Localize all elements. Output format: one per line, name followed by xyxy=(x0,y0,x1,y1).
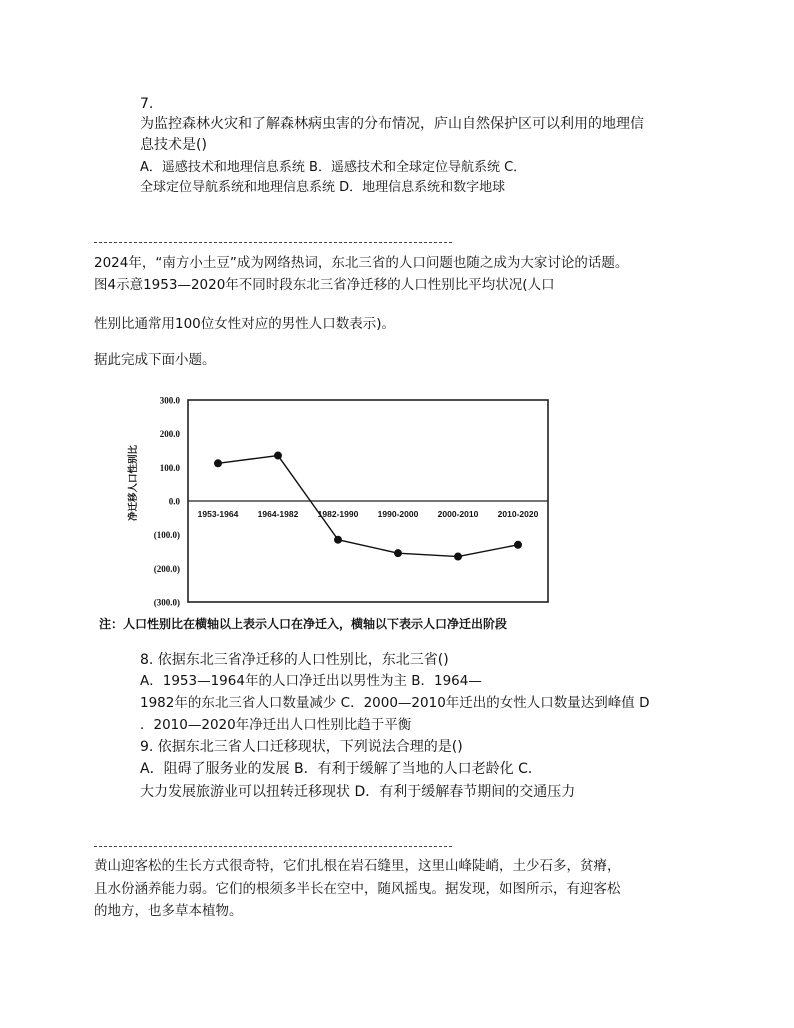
y-tick-label: 300.0 xyxy=(159,395,180,406)
q8-line2: 1982年的东北三省人口数量减少 C．2000—2010年迁出的女性人口数量达到峰值 D xyxy=(140,695,650,711)
data-point xyxy=(454,553,462,561)
passage-line4: 据此完成下面小题。 xyxy=(94,352,216,368)
q8-line1: A．1953—1964年的人口净迁出以男性为主 B．1964— xyxy=(140,673,482,689)
data-point xyxy=(394,549,402,557)
separator-line-2 xyxy=(94,846,452,847)
q8-line3: ．2010—2020年净迁出人口性别比趋于平衡 xyxy=(140,717,412,733)
population-sex-ratio-chart xyxy=(96,390,556,612)
y-tick-label: (300.0) xyxy=(153,597,180,608)
passage2-line1: 黄山迎客松的生长方式很奇特，它们扎根在岩石缝里，这里山峰陡峭，土少石多，贫瘠， xyxy=(94,858,621,874)
separator-line xyxy=(94,242,452,243)
y-tick-label: 100.0 xyxy=(159,462,180,473)
q7-options-line1: A．遥感技术和地理信息系统 B．遥感技术和全球定位导航系统 C． xyxy=(140,160,527,175)
data-point xyxy=(214,459,222,467)
y-tick-label: (200.0) xyxy=(153,563,180,574)
data-point xyxy=(274,452,282,460)
series-line xyxy=(218,456,518,557)
y-tick-label: (100.0) xyxy=(153,530,180,541)
passage-line2: 图4示意1953—2020年不同时段东北三省净迁移的人口性别比平均状况(人口 xyxy=(94,277,555,293)
q7-stem-line2: 息技术是() xyxy=(140,137,207,153)
y-axis-label: 净迁移人口性别比 xyxy=(128,444,139,522)
passage-line3: 性别比通常用100位女性对应的男性人口数表示)。 xyxy=(94,316,396,332)
passage2-line3: 的地方，也多草本植物。 xyxy=(94,903,243,919)
q9-stem: 9. 依据东北三省人口迁移现状，下列说法合理的是() xyxy=(140,739,463,755)
q7-number: 7. xyxy=(140,96,154,112)
x-tick-label: 2000-2010 xyxy=(437,509,479,519)
data-point xyxy=(334,536,342,544)
q7-options-line2: 全球定位导航系统和地理信息系统 D．地理信息系统和数字地球 xyxy=(140,180,506,195)
q7-stem-line1: 为监控森林火灾和了解森林病虫害的分布情况，庐山自然保护区可以利用的地理信 xyxy=(140,116,644,132)
q9-line2: 大力发展旅游业可以扭转迁移现状 D．有利于缓解春节期间的交通压力 xyxy=(140,784,576,800)
y-tick-label: 0.0 xyxy=(168,496,180,507)
chart-note: 注：人口性别比在横轴以上表示人口在净迁入，横轴以下表示人口净迁出阶段 xyxy=(99,617,508,631)
x-tick-label: 1964-1982 xyxy=(257,509,299,519)
y-tick-label: 200.0 xyxy=(159,429,180,440)
passage-line1: 2024年，“南方小土豆”成为网络热词，东北三省的人口问题也随之成为大家讨论的话题。 xyxy=(94,255,629,271)
x-tick-label: 1990-2000 xyxy=(377,509,419,519)
x-tick-label: 1953-1964 xyxy=(197,509,239,519)
q9-line1: A．阻碍了服务业的发展 B．有利于缓解了当地的人口老龄化 C． xyxy=(140,761,542,777)
q8-stem: 8. 依据东北三省净迁移的人口性别比，东北三省() xyxy=(140,652,449,668)
x-tick-label: 1982-1990 xyxy=(317,509,359,519)
data-point xyxy=(514,541,522,549)
x-tick-label: 2010-2020 xyxy=(497,509,539,519)
passage2-line2: 且水份涵养能力弱。它们的根须多半长在空中，随风摇曳。据发现，如图所示，有迎客松 xyxy=(94,881,621,897)
